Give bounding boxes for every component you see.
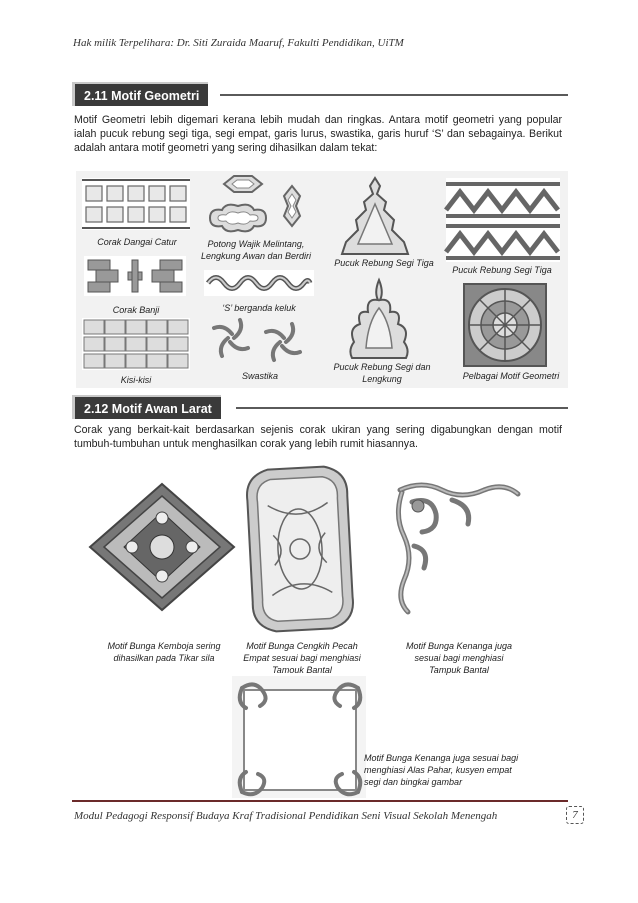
s-berganda-keluk-figure	[204, 270, 314, 296]
page-number: 7	[566, 806, 584, 824]
caption-corak-banji: Corak Banji	[112, 305, 160, 315]
section-heading-geometri	[72, 82, 568, 106]
section-body: Motif Geometri lebih digemari kerana lebih mudah dan ringkas. Antara motif geometri yang popular ialah pucuk rebung segi tiga, segi empat, garis lurus, swastika, garis huruf ‘S’ dan sebagainya. Berikut adalah antara motif geometri yang sering dihasilkan dalam tekat:	[74, 114, 562, 154]
section-body: Corak yang berkait-kait berdasarkan sejenis corak ukiran yang sering digabungkan dengan motif tumbuh-tumbuhan untuk menghasilkan corak yang lebih rumit hiasannya.	[74, 424, 562, 450]
caption-pucuk-rebung-segi-tiga-1: Pucuk Rebung Segi Tiga	[334, 258, 434, 268]
section-title: 2.11 Motif Geometri	[72, 82, 208, 106]
motif-kenanga-frame-figure	[232, 676, 366, 798]
caption-kenanga-alas-1: Motif Bunga Kenanga juga sesuai bagi	[364, 753, 519, 763]
potong-wajik-figure	[204, 172, 314, 238]
footer-rule	[72, 800, 568, 802]
corak-banji-figure	[84, 256, 186, 296]
section-heading-awan-larat	[72, 395, 568, 419]
caption-pucuk-lengkung-1: Pucuk Rebung Segi dan	[333, 362, 431, 372]
caption-kisi-kisi: Kisi-kisi	[120, 375, 152, 385]
motif-bunga-kenanga-figure	[392, 476, 526, 618]
heading-rule	[220, 94, 568, 96]
caption-pelbagai-motif: Pelbagai Motif Geometri	[462, 371, 560, 381]
caption-corak-dangai-catur: Corak Dangai Catur	[97, 237, 177, 247]
caption-kenanga-alas-3: segi dan bingkai gambar	[364, 777, 463, 787]
section-title: 2.12 Motif Awan Larat	[72, 395, 221, 419]
caption-kenanga-3: Tampuk Bantal	[429, 665, 489, 675]
pucuk-rebung-lengkung-figure	[346, 278, 412, 360]
caption-kenanga-2: sesuai bagi menghiasi	[414, 653, 504, 663]
kisi-kisi-figure	[82, 318, 190, 370]
pucuk-rebung-segi-tiga-figure	[340, 176, 410, 256]
caption-kenanga-1: Motif Bunga Kenanga juga	[405, 641, 513, 651]
caption-cengkih-3: Tamouk Bantal	[272, 665, 332, 675]
caption-cengkih-2: Empat sesuai bagi menghiasi	[243, 653, 361, 663]
caption-kemboja-1: Motif Bunga Kemboja sering	[107, 641, 221, 651]
caption-potong-wajik-2: Lengkung Awan dan Berdiri	[200, 251, 312, 261]
caption-cengkih-1: Motif Bunga Cengkih Pecah	[246, 641, 358, 651]
motif-bunga-cengkih-figure	[240, 461, 361, 637]
caption-s-berganda-keluk: ‘S’ berganda keluk	[222, 303, 296, 313]
pelbagai-motif-geometri-figure	[462, 282, 548, 368]
caption-potong-wajik-1: Potong Wajik Melintang,	[207, 239, 305, 249]
caption-kenanga-alas-2: menghiasi Alas Pahar, kusyen empat	[364, 765, 512, 775]
corak-dangai-catur-figure	[82, 178, 190, 230]
caption-pucuk-lengkung-2: Lengkung	[362, 374, 402, 384]
swastika-figure	[204, 314, 314, 364]
caption-pucuk-rebung-segi-tiga-2: Pucuk Rebung Segi Tiga	[452, 265, 552, 275]
heading-rule	[236, 407, 568, 409]
pucuk-rebung-band-figure	[446, 178, 560, 262]
header-copyright: Hak milik Terpelihara: Dr. Siti Zuraida Maaruf, Fakulti Pendidikan, UiTM	[73, 37, 404, 49]
motif-bunga-kemboja-figure	[88, 482, 236, 612]
caption-swastika: Swastika	[241, 371, 278, 381]
caption-kemboja-2: dihasilkan pada Tikar sila	[113, 653, 215, 663]
footer-module-title: Modul Pedagogi Responsif Budaya Kraf Tradisional Pendidikan Seni Visual Sekolah Menengah	[74, 810, 498, 822]
